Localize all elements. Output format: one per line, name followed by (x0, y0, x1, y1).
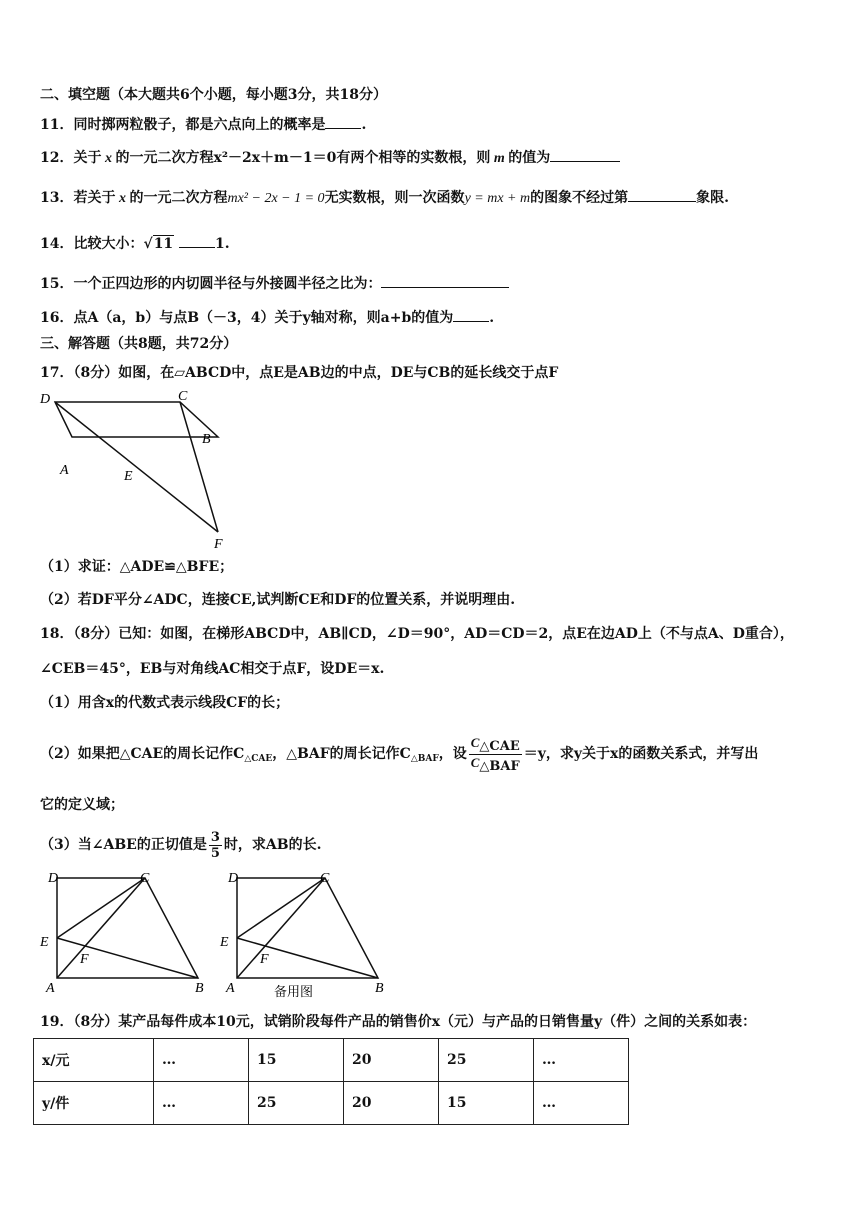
table-cell: 20 (344, 1082, 439, 1125)
q12-post: 有两个相等的实数根，则 (336, 150, 491, 166)
line-ac (57, 878, 145, 978)
trapezoid-abcd (57, 878, 198, 978)
sqrt-symbol: √ (143, 236, 153, 252)
table-cell: … (534, 1082, 629, 1125)
q18-p2d: ＝y，求y关于x的函数关系式，并写出 (523, 746, 759, 762)
price-sales-table (33, 1038, 629, 1125)
backup-figure (218, 868, 393, 1000)
q15-blank (381, 273, 509, 288)
q17-part1: （1）求证：△ADE≌△BFE； (40, 559, 234, 575)
q16-tail: . (489, 310, 495, 326)
q13-mid: 的一元二次方程 (129, 190, 228, 206)
q18-p2-sub2: △BAF (410, 754, 439, 764)
q13-equation: mx² − 2x − 1 = 0 (227, 191, 325, 206)
label-b: B (202, 432, 211, 447)
q13-blank (628, 187, 696, 202)
table-cell: … (154, 1082, 249, 1125)
q13-tail: 象限. (696, 190, 729, 206)
table-cell: x/元 (34, 1039, 154, 1082)
q11-blank (325, 114, 361, 129)
line-df (55, 402, 218, 532)
q12-pre: 12．关于 (40, 150, 102, 166)
q13-pre: 13．若关于 (40, 190, 116, 206)
label-d: D (228, 871, 239, 886)
table-cell: 15 (439, 1082, 534, 1125)
q18-p3b: 时，求AB的长. (223, 837, 322, 853)
table-cell: … (534, 1039, 629, 1082)
trapezoid-figure (38, 868, 213, 996)
tan-num: 3 (210, 829, 220, 845)
q18-p2-sub1: △CAE (244, 754, 273, 764)
frac-den: C (470, 754, 480, 770)
q18-part2 (40, 732, 758, 781)
q18-p2c: ，设 (438, 746, 467, 762)
trapezoid-abcd-backup (237, 878, 378, 978)
table-cell: … (154, 1039, 249, 1082)
line-eb-backup (237, 938, 378, 978)
table-cell: 25 (249, 1082, 344, 1125)
question-14 (40, 233, 230, 254)
line-ac-backup (237, 878, 325, 978)
q14-pre: 14．比较大小： (40, 236, 144, 252)
q12-end: 的值为 (508, 150, 551, 166)
question-15 (40, 273, 509, 294)
question-18-line1: 18．（8分）已知：如图，在梯形ABCD中，AB∥CD，∠D＝90°，AD＝CD＝2，点E在边AD上（不与点A、D重合）， (40, 626, 794, 642)
q14-tail: 1. (215, 236, 230, 252)
label-a: A (46, 981, 55, 996)
label-c: C (178, 389, 188, 404)
table-cell: 15 (249, 1039, 344, 1082)
q14-blank (179, 233, 215, 248)
label-b: B (375, 981, 384, 996)
question-16 (40, 307, 494, 328)
table-cell: y/件 (34, 1082, 154, 1125)
label-a: A (60, 463, 69, 478)
parallelogram-figure (38, 388, 238, 552)
q13-function: y = mx + m (464, 191, 531, 206)
q18-p2b: ，△BAF的周长记作C (272, 746, 411, 762)
label-e: E (40, 935, 49, 950)
question-19: 19．（8分）某产品每件成本10元，试销阶段每件产品的销售价x（元）与产品的日销售量y（件）之间的关系如表： (40, 1014, 757, 1030)
q18-part1: （1）用含x的代数式表示线段CF的长； (40, 695, 290, 711)
question-17: 17．（8分）如图，在▱ABCD中，点E是AB边的中点，DE与CB的延长线交于点F (40, 365, 559, 381)
table-cell: 20 (344, 1039, 439, 1082)
q14-radicand: 11 (153, 236, 174, 252)
q18-p2a: （2）如果把△CAE的周长记作C (40, 746, 245, 762)
q11-text: 11．同时掷两粒骰子，都是六点向上的概率是 (40, 117, 326, 133)
q13-end: 的图象不经过第 (530, 190, 629, 206)
q11-tail: . (361, 117, 367, 133)
q16-text: 16．点A（a，b）与点B（－3，4）关于y轴对称，则a+b的值为 (40, 310, 454, 326)
q16-blank (453, 307, 489, 322)
q13-post: 无实数根，则一次函数 (324, 190, 465, 206)
label-c: C (140, 871, 150, 886)
label-f: F (260, 952, 269, 967)
table-cell: 25 (439, 1039, 534, 1082)
label-d: D (40, 392, 51, 407)
label-f: F (214, 537, 223, 552)
label-e: E (220, 935, 229, 950)
q15-text: 15．一个正四边形的内切圆半径与外接圆半径之比为： (40, 276, 382, 292)
backup-figure-label: 备用图 (274, 985, 314, 1000)
tan-den: 5 (210, 845, 220, 861)
label-e: E (124, 469, 133, 484)
table-row (34, 1039, 629, 1082)
q12-equation: x²－2x＋m－1＝0 (213, 150, 337, 166)
table-row (34, 1082, 629, 1125)
q17-part2: （2）若DF平分∠ADC，连接CE,试判断CE和DF的位置关系，并说明理由. (40, 592, 516, 608)
line-cb-extended (180, 402, 218, 532)
section-heading-solutions: 三、解答题（共8题，共72分） (40, 336, 238, 352)
label-b: B (195, 981, 204, 996)
q12-blank (550, 147, 620, 162)
frac-num-sub: △CAE (479, 738, 520, 754)
label-f: F (80, 952, 89, 967)
frac-den-sub: △BAF (479, 758, 520, 774)
q18-p3a: （3）当∠ABE的正切值是 (40, 837, 207, 853)
line-eb (57, 938, 198, 978)
parallelogram-abcd (55, 402, 218, 437)
question-18-line2: ∠CEB＝45°，EB与对角线AC相交于点F，设DE＝x. (40, 661, 385, 677)
q18-part3 (40, 826, 321, 864)
q18-part2-cont: 它的定义域； (40, 797, 124, 813)
label-c: C (320, 871, 330, 886)
label-a: A (226, 981, 235, 996)
ratio-fraction (469, 735, 522, 774)
question-13: 13．若关于 x 的一元二次方程mx² − 2x − 1 = 0无实数根，则一次函数y = mx + m的图象不经过第 象限. (40, 187, 729, 209)
question-11 (40, 114, 366, 135)
label-d: D (48, 871, 59, 886)
tangent-fraction (209, 830, 222, 861)
q12-mid: 的一元二次方程 (115, 150, 214, 166)
question-12: 12．关于 x 的一元二次方程x²－2x＋m－1＝0有两个相等的实数根，则 m 的值为 (40, 147, 620, 169)
section-heading-fill-in: 二、填空题（本大题共6个小题，每小题3分，共18分） (40, 87, 387, 103)
frac-num: C (470, 734, 480, 750)
